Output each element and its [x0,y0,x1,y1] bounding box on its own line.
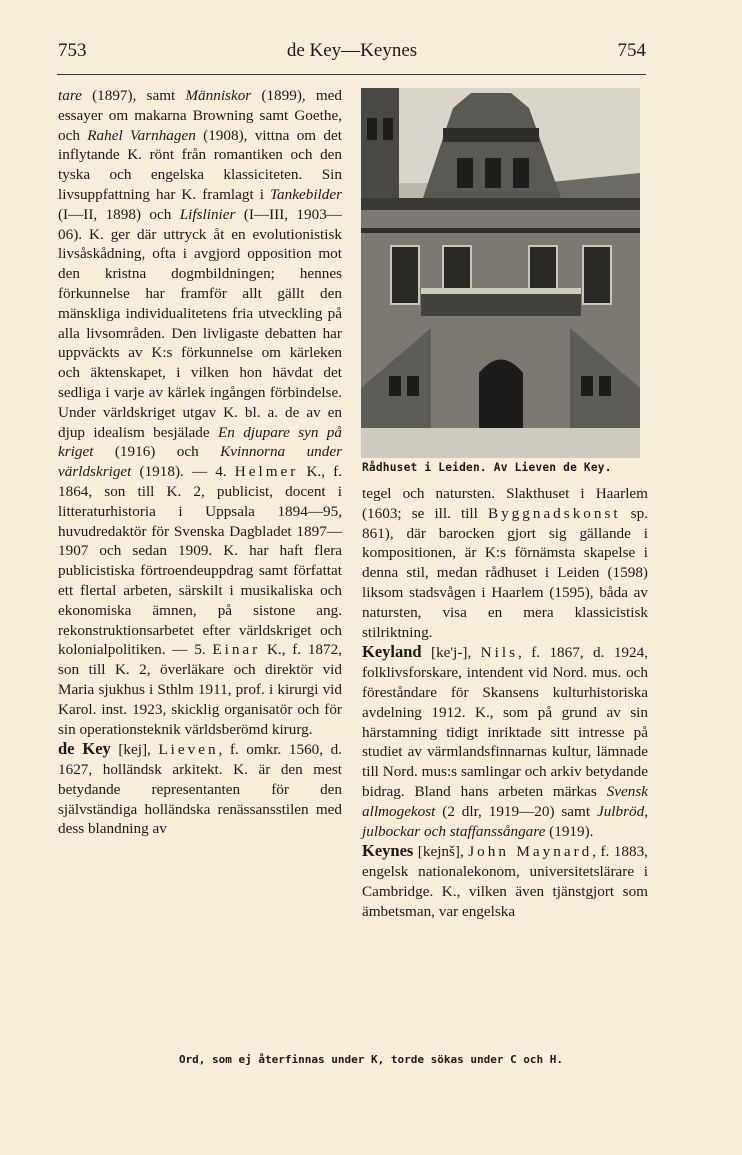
text-run: tegel och natursten. Slakthuset i Haarlem (1603; se ill. till [362,485,648,522]
building-facade-photo-icon [361,88,640,458]
text-run: [kej], [110,741,159,759]
cross-reference: Byggnadskonst [487,504,621,522]
spaced-name: John Maynard [468,843,593,861]
headword: de Key [58,739,111,759]
headword: Keynes [362,841,414,861]
italic-title: En djupare syn på kriget [58,423,342,461]
town-hall-photo [361,88,640,458]
header-rule [57,74,646,75]
italic-title: Lifslinier [179,205,236,223]
article-de-key-continuation [362,484,648,642]
text-run: (1918). — 4. [131,463,235,481]
italic-title: Kvinnorna under världskriget [58,443,343,481]
header-title: de Key—Keynes [286,40,418,61]
spaced-name: Helmer [234,463,299,481]
text-run: K., f. 1864, son till K. 2, publicist, docent i litteraturhistoria i Uppsala 1894—95, huvudredaktör för Svenska Dagbladet 1897—1907 och sedan 1909. K. har haft flera publicistiska förtroendeuppdrag samt författat ett flertal arbeten, särskilt i musikaliska och ekonomiska ämnen, på sistone ang. rekonstruktionsarbetet efter världskriget och kolonialpolitiken. — 5. [58,463,342,659]
text-run: (1897), samt [81,87,186,104]
text-run: (1916) och [93,443,221,461]
text-run: (1919). [545,822,594,840]
text-run: (I—II, 1898) och [58,205,180,223]
text-run: [kejnš], [413,843,469,861]
italic-title: Julbröd, julbockar och staffanssångare [362,802,648,840]
spaced-name: Lieven [158,741,219,759]
text-run: (1899), med essayer om makarna Browning samt Goethe, och [58,87,342,144]
article-keynes [362,841,648,921]
text-run: K., f. 1872, son till K. 2, överläkare och direktör vid Maria sjukhus i Sthlm 1911, prof. i kirurgi vid Karol. inst. 1923, skicklig organisatör och för sin operationsteknik världsberömd kirurg. [58,641,342,738]
text-run: [ke'j-], [421,644,481,662]
text-run: , f. omkr. 1560, d. 1627, holländsk arkitekt. K. är den mest betydande representanten för den självständiga holländska renässansstilen med dess blandning av [58,741,342,838]
article-keyland [362,642,648,841]
page-footer-note: Ord, som ej återfinnas under K, torde sökas under C och H. [178,1053,564,1066]
text-run: (2 dlr, 1919—20) samt [435,802,597,820]
right-column [362,484,648,922]
article-de-key [58,739,342,839]
left-column [58,86,342,839]
italic-title: Rahel Varnhagen [87,126,196,144]
page-number-right: 754 [617,40,646,61]
spaced-name: Einar [212,641,261,659]
text-run: (1908), vittna om det inflytande K. rönt från romantiken och den tyska och engelska klassiciteten. Sin livsuppfattning har K. framlagt i [58,126,342,203]
text-run: sp. 861), där barocken gjort sig gällande i kompositionen, är K:s förnämsta skapelse i denna stil, medan rådhuset i Leiden (1598) liksom stadsvågen i Haarlem (1595), båda av natursten, visa en mera klassicistisk stilriktning. [362,504,648,641]
text-run: (I—III, 1903—06). K. ger där uttryck åt en evolutionistisk livsåskådning, ofta i avgjord opposition mot den kristna dogmbildningen; hennes förkunnelse har framför allt gällt den mänskliga individualitetens fria utveckling på alla livsområden. Den livligaste debatten har uppväckts av K:s förkunnelse om kärleken och äktenskapet, i vilken hon hävdat det sedliga i varje av kärlek ingången förbindelse. Under världskriget utgav K. bl. a. de av en djup idealism besjälade [58,205,342,441]
text-run: , f. 1883, engelsk nationalekonom, universitetslärare i Cambridge. K., vilken även tjänstgjort som ämbetsman, var engelska [362,843,648,920]
italic-title: tare [58,87,82,104]
headword: Keyland [362,642,422,662]
spaced-name: Nils [480,644,518,662]
italic-title: Tankebilder [270,185,342,203]
page-number-left: 753 [58,40,87,61]
text-run: , f. 1867, d. 1924, folklivsforskare, intendent vid Nord. mus. och föreståndare för Skansens kulturhistoriska avdelning 1912. K., som på grund av sin härstamning tidigt inriktade sitt intresse på studiet av värmlandsfinnarnas kultur, lämnade till Nord. mus:s samlingar och arkiv betydande bidrag. Bland hans arbeten märkas [362,644,648,800]
italic-title: Svensk allmogekost [362,782,648,820]
article-key-continuation [58,86,342,739]
figure-caption: Rådhuset i Leiden. Av Lieven de Key. [362,461,612,474]
page-header [58,40,646,66]
italic-title: Människor [185,87,252,104]
